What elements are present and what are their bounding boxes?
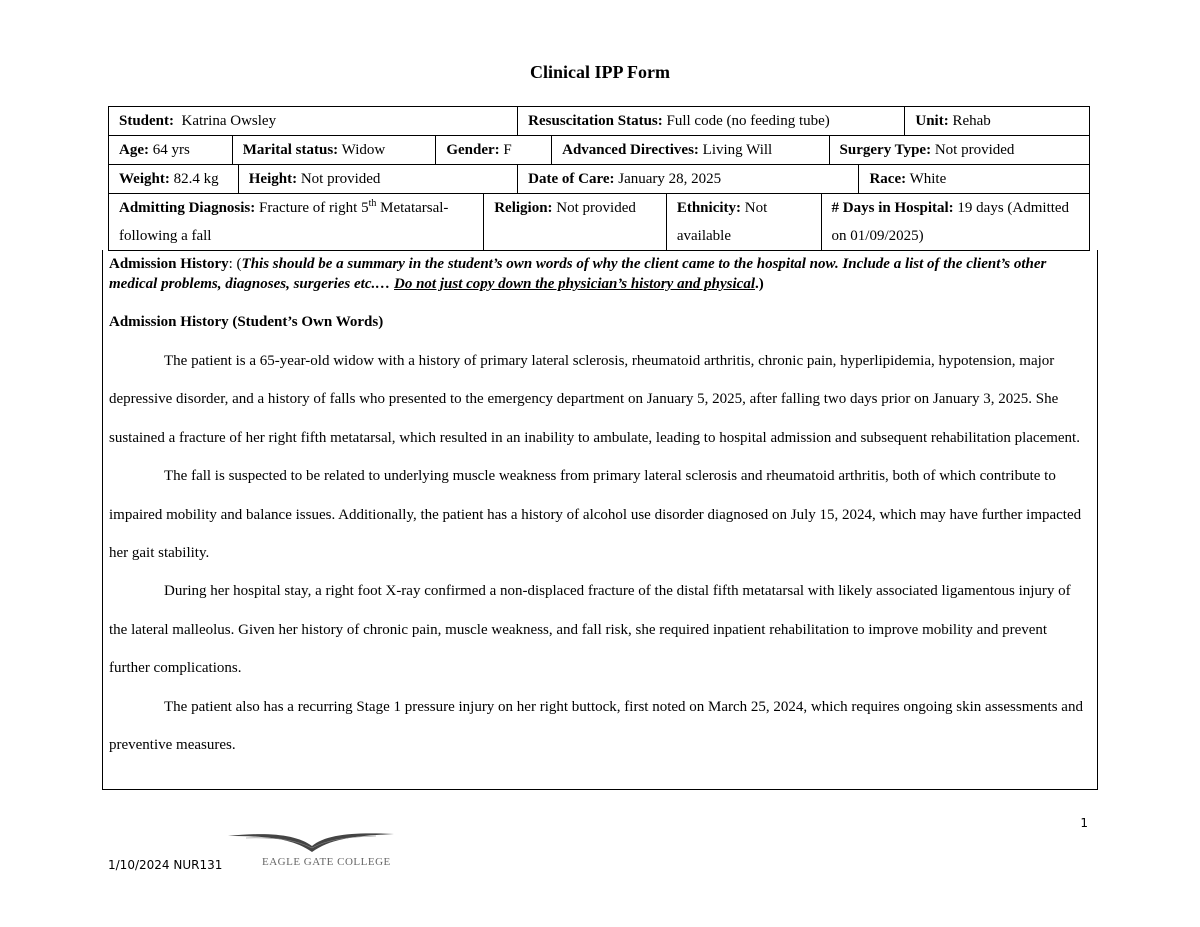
resus-value: Full code (no feeding tube)	[666, 113, 830, 129]
race-value: White	[909, 171, 947, 187]
unit-cell	[905, 107, 1089, 135]
history-paragraph: The fall is suspected to be related to underlying muscle weakness from primary lateral sclerosis and rheumatoid arthritis, both of which contribute to impaired mobility and balance issues. Additionally, the patient has a history of alcohol use disorder diagnosed on July 15, 2024, which may have further impacted her gait stability.	[109, 468, 1082, 562]
page-number: 1	[1080, 816, 1088, 830]
ethnicity-value: Not available	[676, 200, 768, 244]
instructions-text: This should be a summary in the student’s own words of why the client came to the hospital now. Include a list of the client’s other medical problems, diagnoses, surgeries etc.…	[109, 256, 1047, 292]
days-in-hospital-value: 19 days (Admitted on 01/09/2025)	[831, 200, 1070, 244]
admission-history-box	[102, 250, 1098, 790]
history-paragraph: The patient also has a recurring Stage 1 pressure injury on her right buttock, first noted on March 25, 2024, which requires ongoing skin assessments and preventive measures.	[109, 698, 1083, 754]
marital-value: Widow	[341, 142, 386, 158]
admission-history-instructions	[109, 254, 1091, 294]
date-of-care-value: January 28, 2025	[618, 171, 722, 187]
date-of-care-cell	[518, 165, 859, 193]
unit-value: Rehab	[952, 113, 991, 129]
admitting-diagnosis-value: Fracture of right 5	[259, 200, 369, 216]
religion-label: Religion:	[494, 200, 553, 216]
info-row-4	[108, 194, 1090, 251]
ethnicity-cell	[667, 194, 822, 250]
surgery-cell	[830, 136, 1089, 164]
student-value: Katrina Owsley	[181, 113, 277, 129]
height-cell	[239, 165, 518, 193]
instructions-warning: Do not just copy down the physician’s history and physical	[394, 276, 756, 292]
form-title: Clinical IPP Form	[530, 62, 670, 82]
admitting-diagnosis-label: Admitting Diagnosis:	[119, 200, 256, 216]
gender-value: F	[503, 142, 512, 158]
weight-cell	[109, 165, 239, 193]
height-value: Not provided	[300, 171, 381, 187]
admission-history-heading: Admission History	[109, 256, 229, 272]
unit-label: Unit:	[915, 113, 949, 129]
age-label: Age:	[119, 142, 149, 158]
admitting-diagnosis-cell	[109, 194, 484, 250]
resus-cell	[518, 107, 905, 135]
intro-end: .)	[755, 276, 764, 292]
surgery-label: Surgery Type:	[839, 142, 932, 158]
advanced-directives-label: Advanced Directives:	[562, 142, 699, 158]
college-logo-text: EAGLE GATE COLLEGE	[262, 856, 391, 868]
history-paragraph: The patient is a 65-year-old widow with a history of primary lateral sclerosis, rheumatoid arthritis, chronic pain, hyperlipidemia, hypotension, major depressive disorder, and a history of falls who presented to the emergency department on January 5, 2025, after falling two days prior on January 3, 2025. She sustained a fracture of her right fifth metatarsal, which resulted in an inability to ambulate, leading to hospital admission and subsequent rehabilitation placement.	[109, 353, 1080, 446]
info-row-3	[108, 165, 1090, 194]
student-label: Student:	[119, 113, 175, 129]
age-cell	[109, 136, 233, 164]
weight-label: Weight:	[119, 171, 170, 187]
height-label: Height:	[248, 171, 298, 187]
info-row-2	[108, 136, 1090, 165]
footer-course-date: 1/10/2024 NUR131	[108, 858, 223, 872]
intro-punctuation: : (	[228, 256, 242, 272]
marital-label: Marital status:	[242, 142, 339, 158]
religion-cell	[484, 194, 667, 250]
admitting-diagnosis-value-cont: Metatarsal- following a fall	[119, 200, 449, 244]
surgery-value: Not provided	[934, 142, 1015, 158]
advanced-directives-value: Living Will	[702, 142, 773, 158]
students-own-words-heading: Admission History (Student’s Own Words)	[109, 314, 384, 330]
marital-cell	[233, 136, 437, 164]
race-label: Race:	[869, 171, 907, 187]
patient-info-table	[108, 106, 1090, 251]
religion-value: Not provided	[556, 200, 636, 216]
days-in-hospital-label: # Days in Hospital:	[831, 200, 954, 216]
age-value: 64 yrs	[152, 142, 190, 158]
weight-value: 82.4 kg	[173, 171, 219, 187]
gender-label: Gender:	[446, 142, 500, 158]
gender-cell	[436, 136, 552, 164]
info-row-1	[108, 106, 1090, 136]
ordinal-suffix: th	[368, 198, 377, 209]
student-cell	[109, 107, 518, 135]
history-paragraph: During her hospital stay, a right foot X-ray confirmed a non-displaced fracture of the distal fifth metatarsal with likely associated ligamentous injury of the lateral malleolus. Given her history of chronic pain, muscle weakness, and fall risk, she required inpatient rehabilitation to improve mobility and prevent further complications.	[109, 583, 1071, 677]
advanced-directives-cell	[552, 136, 829, 164]
history-paragraphs	[109, 342, 1091, 764]
race-cell	[859, 165, 1089, 193]
days-in-hospital-cell	[822, 194, 1089, 250]
ethnicity-label: Ethnicity:	[676, 200, 742, 216]
resus-label: Resuscitation Status:	[528, 113, 663, 129]
date-of-care-label: Date of Care:	[528, 171, 615, 187]
